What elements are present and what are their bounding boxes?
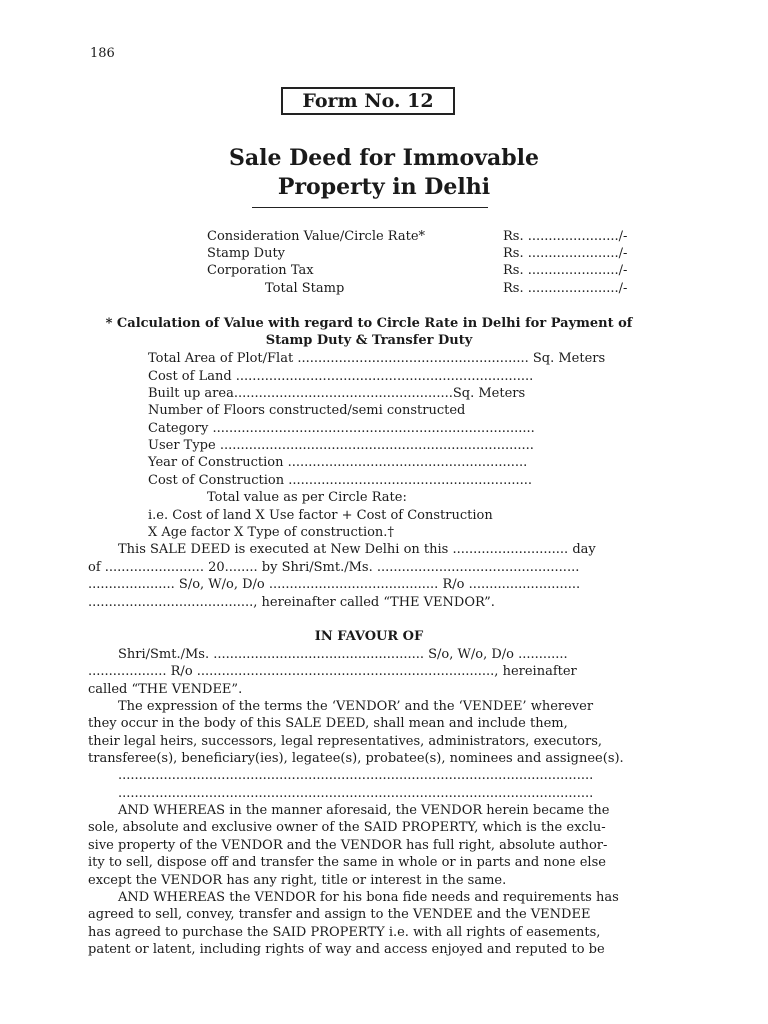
stamp-value-consideration: Rs. ....................../- xyxy=(503,229,628,244)
in-favour-heading: IN FAVOUR OF xyxy=(314,629,424,644)
stamp-label-corporation-tax: Corporation Tax xyxy=(207,263,314,278)
stamp-value-corporation-tax: Rs. ....................../- xyxy=(503,263,628,278)
whereas1-line-3: sive property of the VENDOR and the VENDOR has full right, absolute author- xyxy=(88,838,608,853)
whereas1-line-2: sole, absolute and exclusive owner of the SAID PROPERTY, which is the exclu- xyxy=(88,820,606,835)
vendee-line-3: called “THE VENDEE”. xyxy=(88,682,243,697)
expression-line-1: The expression of the terms the ‘VENDOR’ and the ‘VENDEE’ wherever xyxy=(118,699,594,714)
exec-line-2: of ........................ 20........ by Shri/Smt./Ms. ................................................. xyxy=(88,560,580,575)
formula-line-2: X Age factor X Type of construction.† xyxy=(148,525,394,540)
calc-item-cost-of-land: Cost of Land ........................................................................ xyxy=(148,369,534,384)
whereas2-line-1: AND WHEREAS the VENDOR for his bona fide needs and requirements has xyxy=(118,890,619,905)
title-underline xyxy=(252,207,488,208)
vendee-line-1: Shri/Smt./Ms. ................................................... S/o, W/o, D/o ............ xyxy=(118,647,568,662)
whereas2-line-4: patent or latent, including rights of way and access enjoyed and reputed to be xyxy=(88,942,605,957)
exec-line-1: This SALE DEED is executed at New Delhi on this ............................ day xyxy=(118,542,596,557)
vendee-line-2: ................... R/o ........................................................................, hereinafter xyxy=(88,664,577,679)
calc-item-year: Year of Construction .......................................................... xyxy=(148,455,528,470)
expression-dots-1: ................................................................................................................... xyxy=(118,768,594,783)
stamp-label-consideration: Consideration Value/Circle Rate* xyxy=(207,229,426,244)
calc-item-total-area: Total Area of Plot/Flat ........................................................ Sq. Meters xyxy=(148,351,606,366)
title-line-2: Property in Delhi xyxy=(277,174,491,200)
expression-line-3: their legal heirs, successors, legal representatives, administrators, executors, xyxy=(88,734,603,749)
calc-item-cost-construction: Cost of Construction ........................................................... xyxy=(148,473,533,488)
title-line-1: Sale Deed for Immovable xyxy=(229,145,539,171)
expression-dots-2: ................................................................................................................... xyxy=(118,786,594,801)
stamp-value-total: Rs. ....................../- xyxy=(503,281,628,296)
expression-line-2: they occur in the body of this SALE DEED, shall mean and include them, xyxy=(88,716,568,731)
total-value-label: Total value as per Circle Rate: xyxy=(207,490,407,505)
whereas1-line-1: AND WHEREAS in the manner aforesaid, the VENDOR herein became the xyxy=(118,803,610,818)
whereas1-line-4: ity to sell, dispose off and transfer the same in whole or in parts and none else xyxy=(88,855,606,870)
expression-line-4: transferee(s), beneficiary(ies), legatee(s), probatee(s), nominees and assignee(s). xyxy=(88,751,624,766)
calc-heading-line-1: * Calculation of Value with regard to Circle Rate in Delhi for Payment of xyxy=(105,316,633,331)
exec-line-4: ........................................, hereinafter called “THE VENDOR”. xyxy=(88,595,495,610)
whereas2-line-2: agreed to sell, convey, transfer and assign to the VENDEE and the VENDEE xyxy=(88,907,591,922)
calc-item-floors: Number of Floors constructed/semi constructed xyxy=(148,403,466,418)
calc-item-built-up-area: Built up area.....................................................Sq. Meters xyxy=(148,386,526,401)
stamp-label-total: Total Stamp xyxy=(265,281,345,296)
whereas1-line-5: except the VENDOR has any right, title or interest in the same. xyxy=(88,873,507,888)
form-number-box: Form No. 12 xyxy=(281,87,455,115)
formula-line-1: i.e. Cost of land X Use factor + Cost of Construction xyxy=(148,508,493,523)
calc-item-user-type: User Type ............................................................................ xyxy=(148,438,534,453)
stamp-value-stamp-duty: Rs. ....................../- xyxy=(503,246,628,261)
whereas2-line-3: has agreed to purchase the SAID PROPERTY i.e. with all rights of easements, xyxy=(88,925,601,940)
stamp-label-stamp-duty: Stamp Duty xyxy=(207,246,286,261)
calc-heading-line-2: Stamp Duty & Transfer Duty xyxy=(265,333,473,348)
exec-line-3: ..................... S/o, W/o, D/o ......................................... R/o ........................... xyxy=(88,577,581,592)
calc-item-category: Category .............................................................................. xyxy=(148,421,535,436)
page-number: 186 xyxy=(90,46,115,61)
